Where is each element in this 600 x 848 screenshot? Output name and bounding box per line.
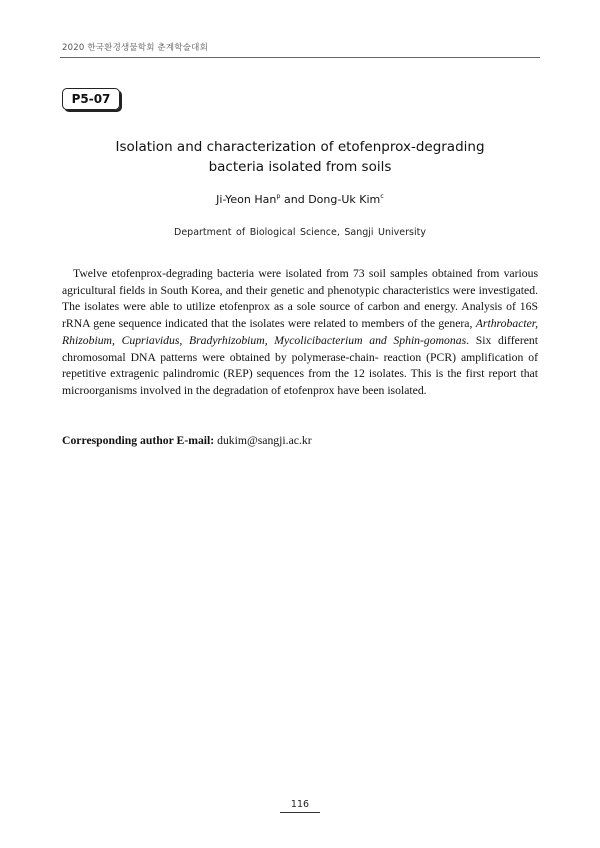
author-conjunction: and xyxy=(280,193,309,206)
corresponding-email: dukim@sangji.ac.kr xyxy=(214,434,312,447)
abstract-genera: Arthrobacter, Rhizobium, Cupriavidus, Bradyrhizobium, Mycolicibacterium and Sphin-gomonas xyxy=(62,317,538,347)
paper-title xyxy=(60,137,540,177)
abstract xyxy=(62,266,538,400)
corresponding-label: Corresponding author E-mail: xyxy=(62,434,215,447)
page-number: 116 xyxy=(290,799,310,810)
author-1: Ji-Yeon Han xyxy=(216,193,277,206)
abstract-part-2: . Six different chromosomal DNA patterns were obtained by polymerase-chain- reaction (PCR) amplification of repetitive extragenic palindromic (REP) sequences from the 12 isolates. This is the first report that microorganisms involved in the degradation of etofenprox have been isolated. xyxy=(62,333,538,397)
header-rule xyxy=(60,57,540,58)
title-line-1: Isolation and characterization of etofenprox-degrading xyxy=(115,139,485,155)
author-1-superscript: p xyxy=(276,192,281,200)
page-number-rule xyxy=(280,812,320,813)
corresponding-author xyxy=(62,434,312,447)
affiliation: Department of Biological Science, Sangji University xyxy=(174,227,426,238)
presentation-code: P5-07 xyxy=(62,88,120,110)
author-2-superscript: c xyxy=(380,192,384,200)
title-line-2: bacteria isolated from soils xyxy=(208,159,392,175)
conference-header: 2020 한국환경생물학회 춘계학술대회 xyxy=(62,43,208,53)
authors xyxy=(60,192,540,206)
author-2: Dong-Uk Kim xyxy=(308,193,381,206)
abstract-part-1: Twelve etofenprox-degrading bacteria were isolated from 73 soil samples obtained from various agricultural fields in South Korea, and their genetic and phenotypic characteristics were investigated. The isolates were able to utilize etofenprox as a sole source of carbon and energy. Analysis of 16S rRNA gene sequence indicated that the isolates were related to members of the genera, xyxy=(62,267,538,331)
